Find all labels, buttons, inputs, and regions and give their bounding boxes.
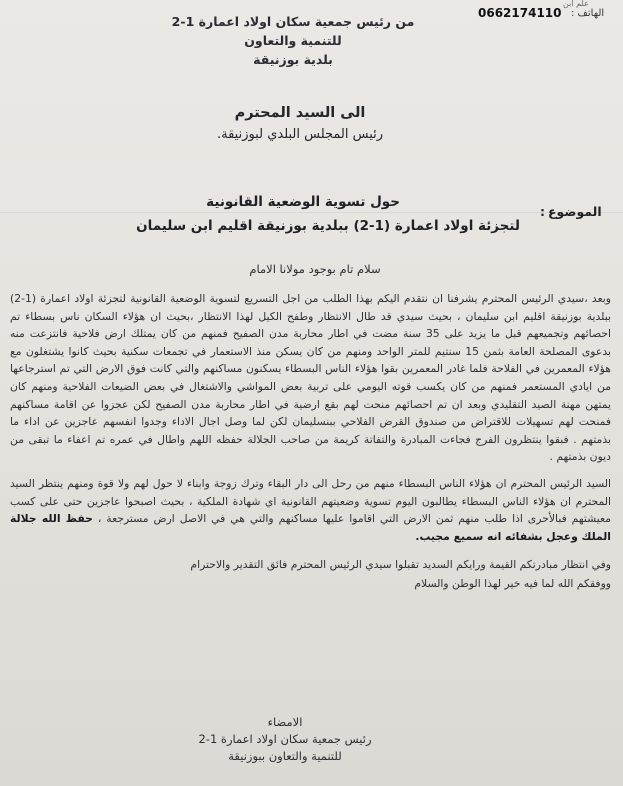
body-paragraph-1: وبعد ،سيدي الرئيس المحترم يشرفنا ان نتقدم اليكم بهذا الطلب من اجل التسريع لتسوية الوضعية القانونية لتجزئة اولاد اعمارة (1-2) ببلدية بوزنيقة اقليم ابن سليمان ، بحيث سيدي قد طال الانتظار وطفح الكيل لهذا الانتظار ،بحيث ان هؤلاء السكان ناس بسطاء تم احصائهم وتجميعهم قبل ما يزيد على 35 سنة مضت في اطار محاربة مدن الصفيح فمنهم من كان يمتلك ارض فلاحية فانتزعت منه بدعوى المصلحة العامة بثمن 15 سنتيم للمتر الواحد ومنهم من كان يسكن منذ الاستعمار في تجمعات سكنية بحيث كانوا يشتغلون مع هؤلاء المعمرين في الفلاحة فلما غادر المعمرين بقوا هؤلاء الناس البسطاء يسكنون مساكنهم والتي كانت فوق الارض التي تم استرجاعها من ايادي المستعمر فمنهم من كان يكسب قوته اليومي على تربية بعض المواشي والاشتغال في بعض الضيعات الفلاحية ومنهم كان يمتهن مهنة الصيد التقليدي وبعد ان تم احصائهم منحت لهم بقع ارضية في اطار محاربة مدن الصفيح لكن عجزوا عن اقامة مساكنهم فمنحت لهم تسهيلات للاقتراض من صندوق القرض الفلاحي ببنسليمان لكن لما وصل اجال الاداء وجدوا انفسهم عاجزين عن اداء ما بذمتهم . فبقوا ينتظرون الفرج فجاءت المبادرة والتفاتة كريمة من صاحب الجلالة حفظه اللهم واطال في عمره تم اعفاء ما تبقى من ديون بذمتهم . xyxy=(10,292,611,464)
signature-line-1: رئيس جمعية سكان اولاد اعمارة 1-2 xyxy=(198,732,372,746)
recipient-block xyxy=(180,102,420,146)
subject-line-1: حول تسوية الوضعية القانونية xyxy=(206,194,400,210)
subject-text xyxy=(50,190,520,238)
salutation: سلام تام بوجود مولانا الامام xyxy=(249,262,381,276)
sender-header xyxy=(163,12,423,69)
phone-label: الهاتف : xyxy=(571,8,605,19)
body-prayer-bold: حفظ الله جلالة الملك وعجل بشفائه انه سميع مجيب. xyxy=(10,512,611,543)
subject-line-2: لتجزئة اولاد اعمارة (1-2) ببلدية بوزنيقة اقليم ابن سليمان xyxy=(136,218,520,234)
body-paragraph-4: ووفقكم الله لما فيه خير لهذا الوطن والسلام xyxy=(414,576,611,590)
body-paragraph-2 xyxy=(10,475,611,545)
phone-number: 0662174110 xyxy=(478,6,562,20)
signature-line-2: للتنمية والتعاون ببوزنيقة xyxy=(228,749,342,763)
sender-line-2: للتنمية والتعاون xyxy=(244,33,342,48)
letter-body xyxy=(10,290,611,593)
subject-label: الموضوع xyxy=(548,204,602,219)
recipient-line-2: رئيس المجلس البلدي لبوزنيقة. xyxy=(216,127,384,142)
sender-line-1: من رئيس جمعية سكان اولاد اعمارة 1-2 xyxy=(171,14,415,29)
sender-line-3: بلدية بوزنيقة xyxy=(253,52,333,67)
recipient-line-1: الى السيد المحترم xyxy=(234,105,366,121)
subject-colon: : xyxy=(540,204,545,219)
sender-phone xyxy=(478,0,622,26)
body-paragraph-3: وفي انتظار مبادرتكم القيمة ورايكم السديد تقبلوا سيدي الرئيس المحترم فائق التقدير والاحترام xyxy=(190,558,611,572)
signature-title: الامضاء xyxy=(267,715,303,729)
body-paragraph-2-text: السيد الرئيس المحترم ان هؤلاء الناس البسطاء منهم من رحل الى دار البقاء وترك زوجة وابناء لا حول لهم ولا قوة ومنهم ينتظر السيد المحترم ان هؤلاء الناس البسطاء يطالبون اليوم تسوية وضعيتهم القانونية اي شهادة الملكية ، بحيث اصبحوا عاجزين حتى على كسب معيشتهم فبالأحرى اذا طلب منهم ثمن الارض التي اقاموا عليها مساكنهم والتي هي في الاصل ارض مسترجعة ، xyxy=(10,476,611,526)
signature-block xyxy=(170,714,400,765)
phone-note: علم ابن xyxy=(563,0,589,8)
